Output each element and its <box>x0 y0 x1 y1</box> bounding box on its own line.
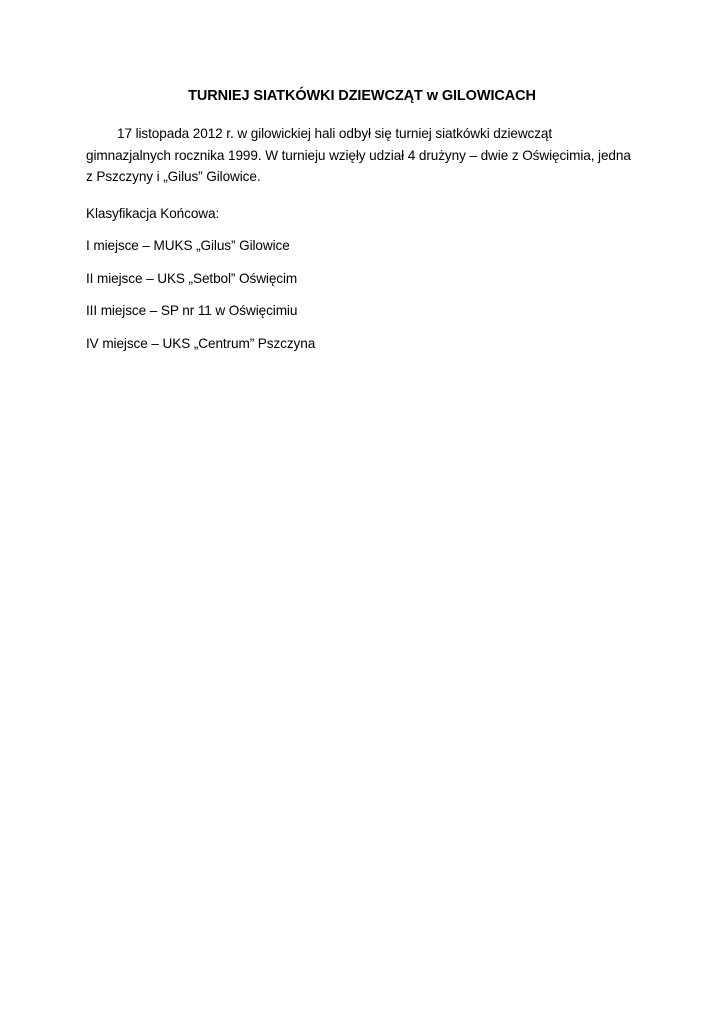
result-place-4: IV miejsce – UKS „Centrum” Pszczyna <box>86 335 316 351</box>
result-place-3: III miejsce – SP nr 11 w Oświęcimiu <box>86 303 298 318</box>
results-list <box>86 235 638 354</box>
classification-label: Klasyfikacja Końcowa: <box>86 205 220 221</box>
intro-paragraph: 17 listopada 2012 r. w gilowickiej hali odbył się turniej siatkówki dziewcząt gimnazjalnych rocznika 1999. W turnieju wzięły udział 4 drużyny – dwie z Oświęcimia, jedna z Pszczyny i „Gilus” Gilowice. <box>86 126 631 184</box>
document-body <box>86 86 638 354</box>
document-title: TURNIEJ SIATKÓWKI DZIEWCZĄT w GILOWICACH <box>188 88 536 104</box>
result-place-1: I miejsce – MUKS „Gilus” Gilowice <box>86 238 290 253</box>
result-place-2: II miejsce – UKS „Setbol” Oświęcim <box>86 270 298 286</box>
